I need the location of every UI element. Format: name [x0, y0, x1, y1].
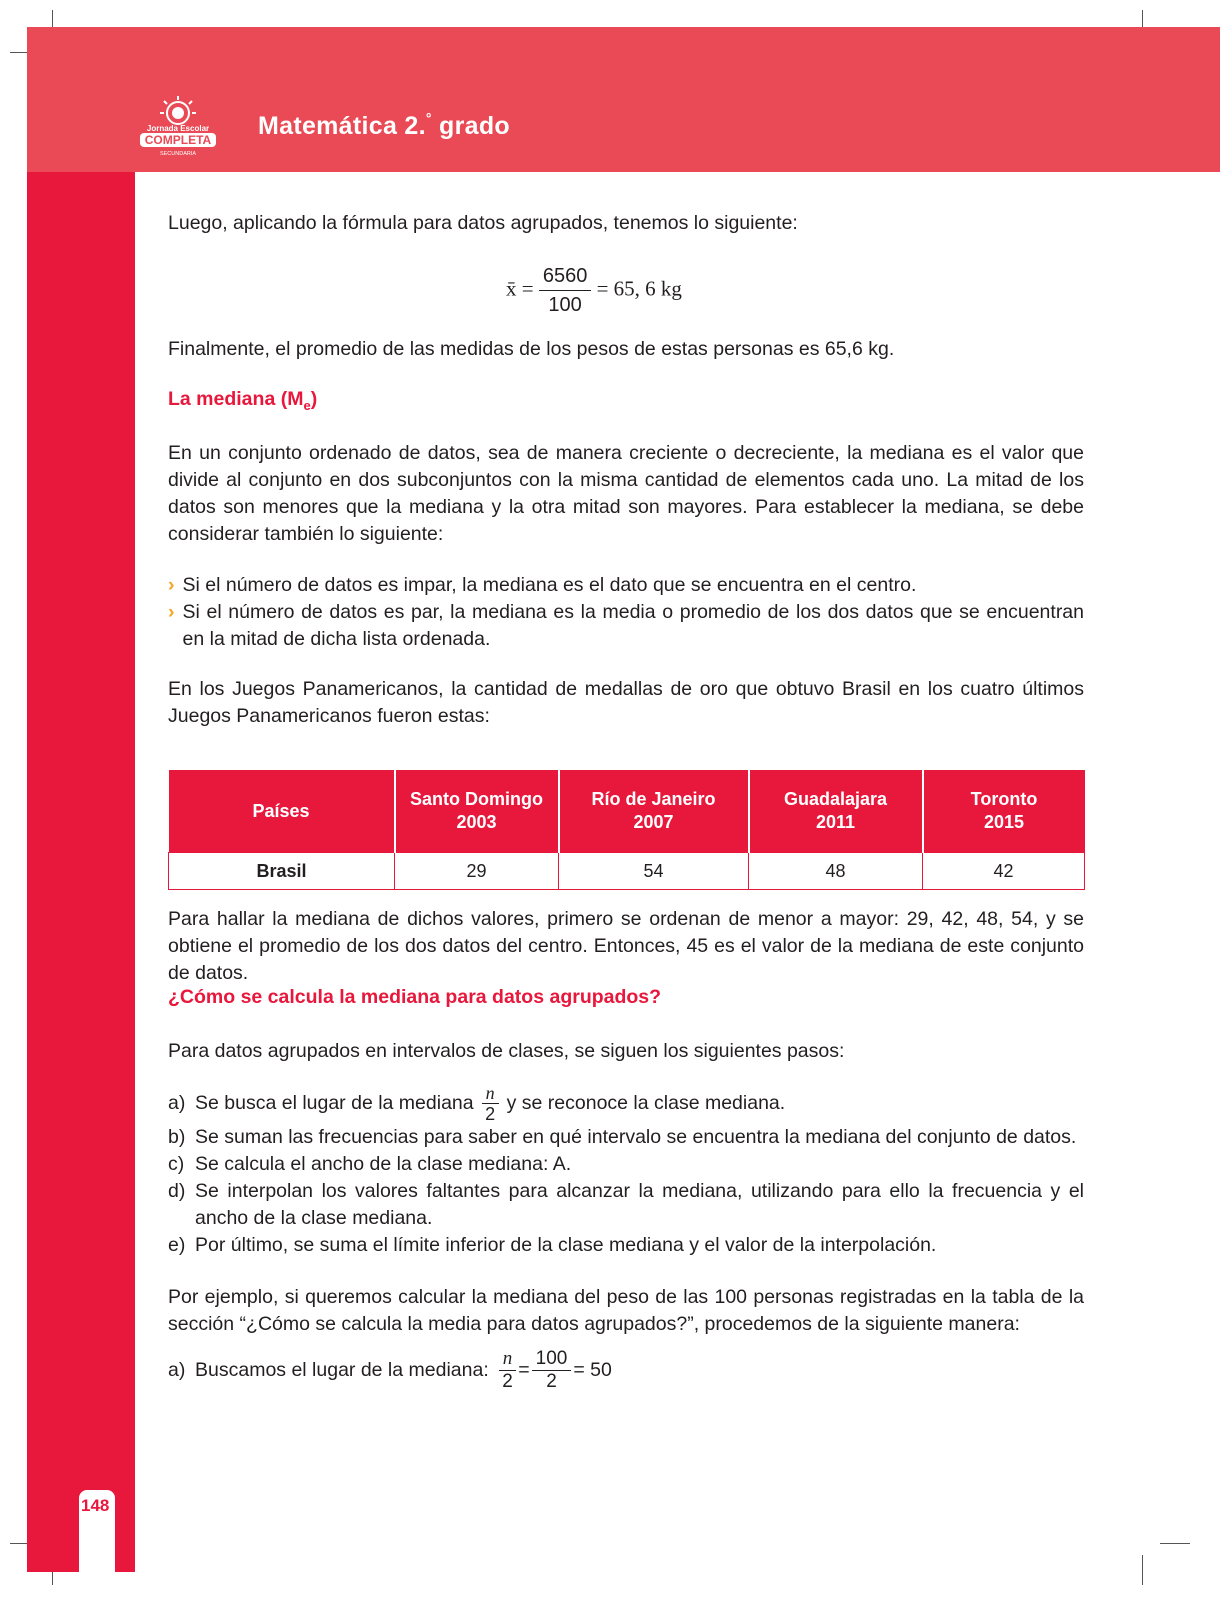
list-item: b) Se suman las frecuencias para saber en qué intervalo se encuentra la mediana del conjunto de datos.	[168, 1126, 1077, 1148]
table-cell: 48	[749, 853, 923, 890]
column-header-countries: Países	[169, 770, 395, 853]
column-header: Guadalajara 2011	[749, 770, 923, 853]
list-item: d) Se interpolan los valores faltantes para alcanzar la mediana, utilizando para ello la frecuencia y el ancho de la clase mediana.	[168, 1180, 1084, 1229]
list-item: e) Por último, se suma el límite inferior de la clase mediana y el valor de la interpolación.	[168, 1234, 937, 1256]
conclusion-text: Finalmente, el promedio de las medidas de los pesos de estas personas es 65,6 kg.	[168, 338, 895, 360]
chevron-right-icon: ›	[168, 601, 175, 623]
mean-denominator: 100	[548, 294, 582, 316]
row-label: Brasil	[169, 853, 395, 890]
column-header: Río de Janeiro 2007	[559, 770, 749, 853]
median-definition: En un conjunto ordenado de datos, sea de manera creciente o decreciente, la mediana es el valor que divide al conjunto en dos subconjuntos con la misma cantidad de elementos cada uno. La mitad de los datos son menores que la mediana y la otra mitad son mayores. Para establecer la mediana, se debe considerar también lo siguiente:	[168, 442, 1084, 545]
table-cell: 54	[559, 853, 749, 890]
grouped-median-heading: ¿Cómo se calcula la mediana para datos agrupados?	[168, 986, 662, 1008]
list-item: › Si el número de datos es impar, la mediana es el dato que se encuentra en el centro.	[168, 572, 1084, 599]
example-step: a) Buscamos el lugar de la mediana: $\frac{n}{2}$ = $\frac{100}{2}$ = 50	[168, 1348, 612, 1392]
page-number: 148	[81, 1496, 110, 1515]
column-header: Toronto 2015	[923, 770, 1085, 853]
crop-mark	[1160, 1543, 1190, 1544]
median-bullet-list	[168, 572, 1084, 653]
games-text: En los Juegos Panamericanos, la cantidad de medallas de oro que obtuvo Brasil en los cuatro últimos Juegos Panamericanos fueron estas:	[168, 678, 1084, 727]
table-row	[169, 853, 1085, 890]
example-text: Por ejemplo, si queremos calcular la mediana del peso de las 100 personas registradas en la tabla de la sección “¿Cómo se calcula la media para datos agrupados?”, procedemos de la siguiente manera:	[168, 1286, 1084, 1335]
mean-formula: x̄ = $\frac{6560}{100}$ = 65, 6 kg	[506, 262, 682, 319]
table-cell: 42	[923, 853, 1085, 890]
jornada-escolar-logo	[138, 95, 218, 157]
list-item: › Si el número de datos es par, la mediana es la media o promedio de los dos datos que se encuentran en la mitad de dicha lista ordenada.	[168, 599, 1084, 653]
median-heading: La mediana $(M_e)$	[168, 388, 318, 413]
logo-text-bottom: SECUNDARIA	[159, 151, 197, 157]
median-result-text: Para hallar la mediana de dichos valores, primero se ordenan de menor a mayor: 29, 42, 48, 54, y se obtiene el promedio de los dos datos del centro. Entonces, 45 es el valor de la mediana de este conjunto de datos.	[168, 908, 1084, 984]
crop-mark	[1142, 1555, 1143, 1585]
list-item: c) Se calcula el ancho de la clase mediana: A.	[168, 1153, 572, 1175]
logo-text-top: Jornada Escolar	[146, 124, 210, 133]
page-header-title: Matemática 2.° grado	[258, 110, 510, 140]
side-band	[27, 172, 135, 1572]
table-cell: 29	[395, 853, 559, 890]
logo-text-main: COMPLETA	[144, 133, 212, 147]
mean-numerator: 6560	[539, 262, 592, 291]
steps-list	[168, 1082, 1084, 1259]
steps-intro: Para datos agrupados en intervalos de clases, se siguen los siguientes pasos:	[168, 1040, 845, 1062]
chevron-right-icon: ›	[168, 574, 175, 596]
column-header: Santo Domingo 2003	[395, 770, 559, 853]
list-item: a) Se busca el lugar de la mediana $\frac{n}{2}$ y se reconoce la clase mediana.	[168, 1082, 786, 1124]
medals-table	[168, 770, 1085, 890]
table-header-row	[169, 770, 1085, 853]
intro-text: Luego, aplicando la fórmula para datos agrupados, tenemos lo siguiente:	[168, 212, 798, 234]
